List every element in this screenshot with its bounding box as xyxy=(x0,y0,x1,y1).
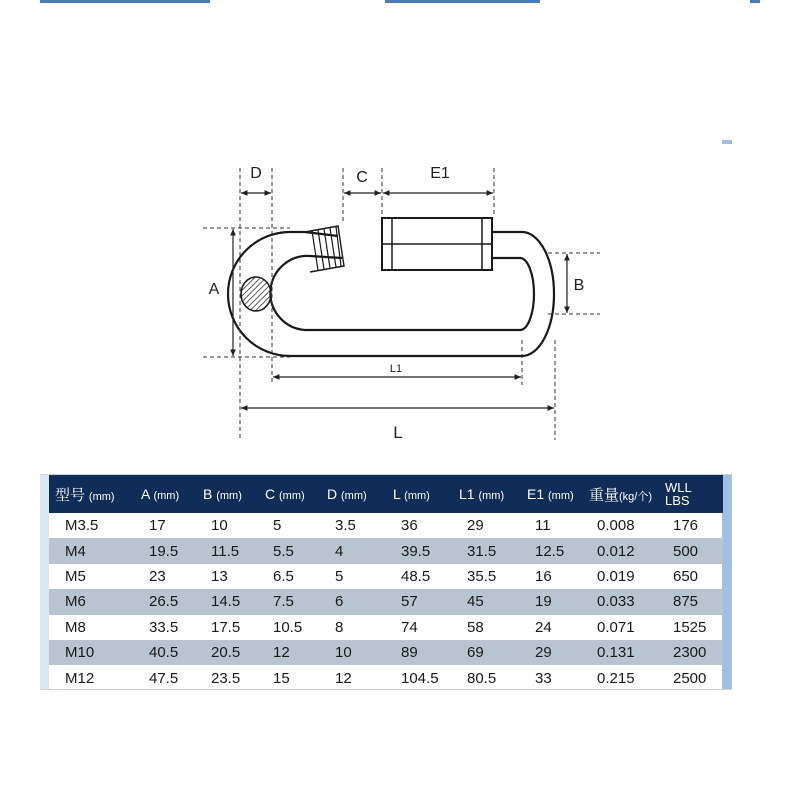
dim-label-c: C xyxy=(356,169,368,186)
cell-b: 17.5 xyxy=(211,618,241,636)
cell-weight: 0.071 xyxy=(597,618,635,636)
header-c: C (mm) xyxy=(265,486,305,502)
dim-label-l1: L1 xyxy=(389,363,403,375)
dim-label-e1: E1 xyxy=(430,165,450,182)
cell-model: M6 xyxy=(65,593,86,611)
header-wll: WLL LBS xyxy=(665,480,692,508)
table-right-bar xyxy=(722,475,732,689)
cell-b: 10 xyxy=(211,517,228,535)
cell-l: 57 xyxy=(401,593,418,611)
cell-a: 23 xyxy=(149,567,166,585)
cell-l: 39.5 xyxy=(401,542,431,560)
cell-wll: 650 xyxy=(673,567,699,585)
cell-e1: 24 xyxy=(535,618,552,636)
cell-model: M5 xyxy=(65,567,86,585)
cell-model: M8 xyxy=(65,618,86,636)
cell-l1: 35.5 xyxy=(467,567,497,585)
cell-e1: 19 xyxy=(535,593,552,611)
cross-section xyxy=(241,277,271,311)
cell-model: M10 xyxy=(65,644,95,662)
table-row xyxy=(49,589,723,614)
cell-e1: 16 xyxy=(535,567,552,585)
cell-wll: 500 xyxy=(673,542,699,560)
cell-d: 10 xyxy=(335,644,352,662)
cell-e1: 11 xyxy=(535,517,551,535)
header-a: A (mm) xyxy=(141,486,180,502)
cell-wll: 2500 xyxy=(673,669,707,687)
cell-a: 17 xyxy=(149,517,166,535)
cell-c: 5.5 xyxy=(273,542,294,560)
cell-a: 33.5 xyxy=(149,618,179,636)
cell-l1: 58 xyxy=(467,618,484,636)
cell-wll: 875 xyxy=(673,593,699,611)
cell-c: 15 xyxy=(273,669,290,687)
header-model: 型号 (mm) xyxy=(55,486,115,504)
table-row xyxy=(49,564,723,589)
cell-model: M12 xyxy=(65,669,95,687)
table-row xyxy=(49,513,723,538)
cell-c: 6.5 xyxy=(273,567,294,585)
cell-l1: 80.5 xyxy=(467,669,497,687)
cell-d: 8 xyxy=(335,618,344,636)
cell-b: 13 xyxy=(211,567,228,585)
cell-model: M4 xyxy=(65,542,86,560)
dim-label-d: D xyxy=(250,165,262,182)
cell-weight: 0.131 xyxy=(597,644,635,662)
cell-c: 7.5 xyxy=(273,593,294,611)
spec-table-panel xyxy=(40,474,732,690)
table-row xyxy=(49,538,723,563)
table-row xyxy=(49,640,723,665)
cell-weight: 0.033 xyxy=(597,593,635,611)
cell-l1: 69 xyxy=(467,644,484,662)
cell-a: 26.5 xyxy=(149,593,179,611)
cell-weight: 0.012 xyxy=(597,542,635,560)
cell-c: 5 xyxy=(273,517,282,535)
cell-d: 6 xyxy=(335,593,344,611)
cell-e1: 29 xyxy=(535,644,552,662)
cell-weight: 0.215 xyxy=(597,669,635,687)
cell-weight: 0.019 xyxy=(597,567,635,585)
header-weight: 重量(kg/个) xyxy=(589,486,653,504)
header-l1: L1 (mm) xyxy=(459,486,505,502)
cell-b: 11.5 xyxy=(211,542,240,560)
cell-c: 12 xyxy=(273,644,290,662)
cell-d: 12 xyxy=(335,669,352,687)
cell-a: 40.5 xyxy=(149,644,179,662)
cell-l: 74 xyxy=(401,618,418,636)
cell-c: 10.5 xyxy=(273,618,303,636)
cell-wll: 2300 xyxy=(673,644,707,662)
cell-d: 4 xyxy=(335,542,344,560)
cell-e1: 33 xyxy=(535,669,552,687)
cell-l: 89 xyxy=(401,644,418,662)
cell-wll: 1525 xyxy=(673,618,707,636)
cell-l: 36 xyxy=(401,517,418,535)
spec-table xyxy=(49,475,723,691)
cell-a: 19.5 xyxy=(149,542,179,560)
cell-d: 5 xyxy=(335,567,344,585)
header-e1: E1 (mm) xyxy=(527,486,574,502)
table-left-bar xyxy=(40,475,49,689)
dim-label-a: A xyxy=(208,281,220,298)
cell-l1: 45 xyxy=(467,593,484,611)
table-header-row xyxy=(49,475,723,513)
cell-l: 48.5 xyxy=(401,567,431,585)
dim-label-b: B xyxy=(573,277,585,294)
barrel-nut xyxy=(382,218,492,270)
cell-l1: 29 xyxy=(467,517,484,535)
cell-d: 3.5 xyxy=(335,517,356,535)
header-b: B (mm) xyxy=(203,486,242,502)
cell-b: 14.5 xyxy=(211,593,241,611)
table-row xyxy=(49,615,723,640)
cell-model: M3.5 xyxy=(65,517,99,535)
cell-l: 104.5 xyxy=(401,669,439,687)
header-l: L (mm) xyxy=(393,486,430,502)
cell-b: 20.5 xyxy=(211,644,241,662)
cell-weight: 0.008 xyxy=(597,517,635,535)
cell-e1: 12.5 xyxy=(535,542,565,560)
cell-wll: 176 xyxy=(673,517,699,535)
header-d: D (mm) xyxy=(327,486,367,502)
cell-a: 47.5 xyxy=(149,669,179,687)
cell-b: 23.5 xyxy=(211,669,241,687)
dim-label-l: L xyxy=(393,423,403,442)
table-row xyxy=(49,665,723,690)
cell-l1: 31.5 xyxy=(467,542,497,560)
